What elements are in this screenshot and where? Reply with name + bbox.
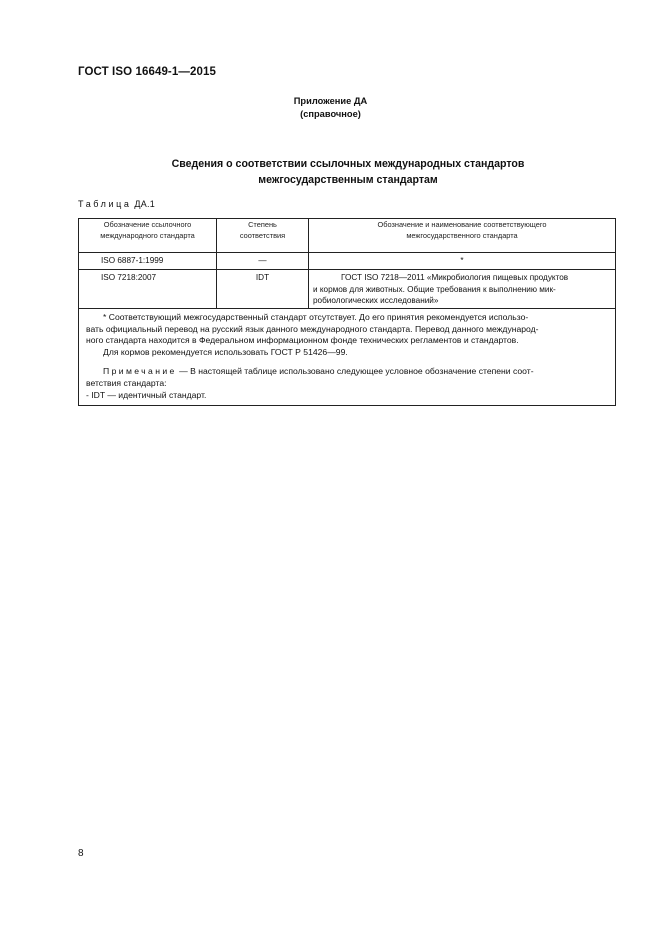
column-header-interstate-standard — [309, 219, 616, 253]
annex-title: Приложение ДА — [293, 96, 368, 106]
table-footnote — [79, 309, 616, 406]
cell-interstate-standard — [309, 270, 616, 309]
cell-text-line: робиологических исследований» — [313, 296, 439, 305]
annex-type: (справочное) — [300, 109, 361, 119]
cell-degree: — — [217, 253, 309, 270]
cell-text-line: и кормов для животных. Общие требования к выполнению мик- — [313, 284, 556, 294]
note-label: Примечание — [103, 366, 177, 377]
column-header-line: Степень — [248, 220, 277, 229]
cell-interstate-standard: * — [309, 253, 616, 270]
column-header-degree — [217, 219, 309, 253]
column-header-international-standard — [79, 219, 217, 253]
column-header-line: Обозначение ссылочного — [103, 220, 192, 229]
document-code: ГОСТ ISO 16649-1—2015 — [78, 66, 216, 78]
column-header-line: Обозначение и наименование соответствующего — [377, 220, 547, 229]
idt-definition: - IDT — идентичный стандарт. — [86, 389, 207, 400]
reference-correspondence-table — [78, 218, 616, 406]
cell-international-code: ISO 6887-1:1999 — [79, 253, 217, 270]
cell-international-code: ISO 7218:2007 — [79, 270, 217, 309]
table-row — [79, 253, 616, 270]
feed-recommendation: Для кормов рекомендуется использовать ГОСТ Р 51426—99. — [103, 346, 348, 357]
cell-text-line: ГОСТ ISO 7218—2011 «Микробиология пищевых продуктов — [341, 273, 569, 282]
table-caption-word: Таблица — [78, 199, 132, 209]
footnote-line: ного стандарта находится в Федеральном информационном фонде технических регламентов и стандартов. — [86, 335, 519, 346]
note-line — [86, 366, 610, 378]
cell-degree: IDT — [217, 270, 309, 309]
table-footnote-row — [79, 309, 616, 406]
footnote-line: вать официальный перевод на русский язык данного международного стандарта. Перевод данного международ- — [86, 323, 539, 334]
note-line: ветствия стандарта: — [86, 377, 167, 388]
column-header-line: межгосударственного стандарта — [406, 231, 518, 240]
section-heading-line-2: межгосударственным стандартам — [258, 174, 438, 186]
table-caption-number: ДА.1 — [134, 199, 156, 209]
column-header-line: соответствия — [239, 231, 286, 240]
table-caption — [78, 199, 155, 209]
column-header-line: международного стандарта — [100, 231, 195, 240]
page-number: 8 — [78, 848, 84, 859]
note-text: — В настоящей таблице использовано следующее условное обозначение степени соот- — [179, 366, 534, 377]
footnote-line: * Соответствующий межгосударственный стандарт отсутствует. До его принятия рекомендуется использо- — [103, 312, 529, 322]
table-row — [79, 270, 616, 309]
section-heading-line-1: Сведения о соответствии ссылочных международных стандартов — [171, 158, 525, 170]
table-header-row — [79, 219, 616, 253]
